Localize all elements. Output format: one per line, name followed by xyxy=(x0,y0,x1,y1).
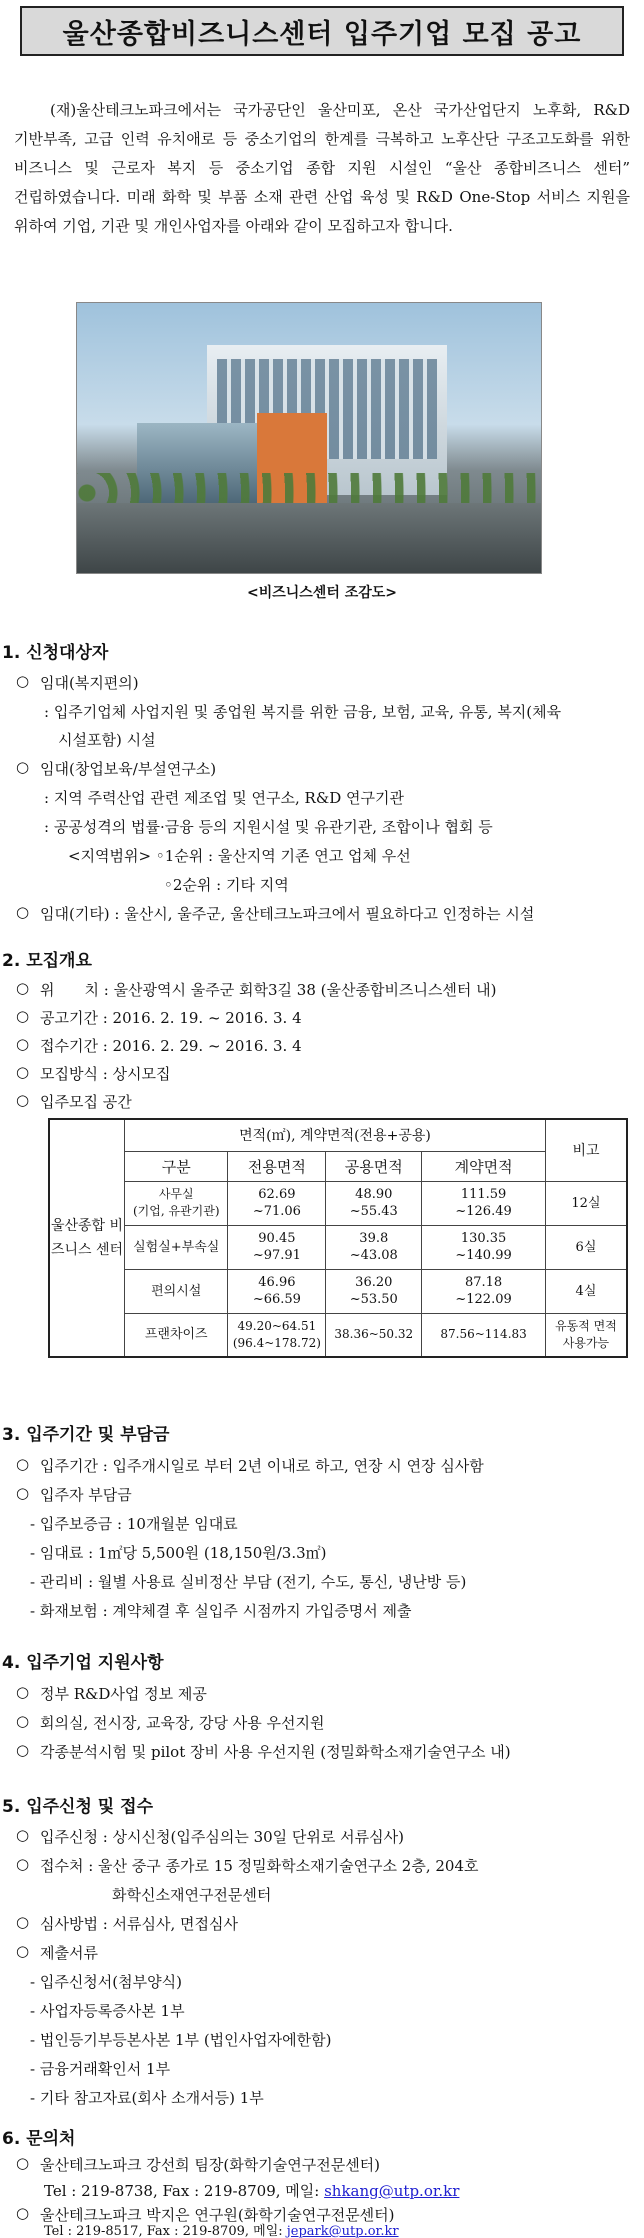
table-cell: 실험실+부속실 xyxy=(125,1225,228,1269)
bullet-icon: ○ xyxy=(16,1484,30,1502)
table-cell: 사무실 (기업, 유관기관) xyxy=(125,1181,228,1225)
bullet-icon: ○ xyxy=(16,1007,30,1025)
contact-2-name: 울산테크노파크 박지은 연구원(화학기술연구전문센터) xyxy=(40,2206,395,2224)
bullet-icon: ○ xyxy=(16,1741,30,1759)
table-row xyxy=(49,1181,627,1225)
contact-1-name: 울산테크노파크 강선희 팀장(화학기술연구전문센터) xyxy=(40,2156,381,2174)
contact-2-tel xyxy=(44,2220,399,2238)
table-col-header: 전용면적 xyxy=(228,1151,326,1181)
section-6-title: 6. 문의처 xyxy=(2,2129,76,2149)
table-col-header: 구분 xyxy=(125,1151,228,1181)
table-cell: 46.96 ~66.59 xyxy=(228,1269,326,1313)
bullet-icon: ○ xyxy=(16,979,30,997)
bullet-icon: ○ xyxy=(16,1942,30,1960)
table-row xyxy=(49,1225,627,1269)
section-4-title: 4. 입주기업 지원사항 xyxy=(2,1653,164,1673)
s3-deposit: - 입주보증금 : 10개월분 임대료 xyxy=(30,1515,238,1533)
bullet-icon: ○ xyxy=(16,672,30,690)
table-cell: 4실 xyxy=(545,1269,627,1313)
bullet-icon: ○ xyxy=(16,2154,30,2172)
s1-b-line1: : 지역 주력산업 관련 제조업 및 연구소, R&D 연구기관 xyxy=(44,789,404,807)
table-cell: 49.20~64.51 (96.4~178.72) xyxy=(228,1313,326,1357)
bullet-icon: ○ xyxy=(16,1913,30,1931)
s1-b-head: 임대(창업보육/부설연구소) xyxy=(40,760,217,778)
notice-title: 울산종합비즈니스센터 입주기업 모집 공고 xyxy=(20,6,624,56)
image-caption: <비즈니스센터 조감도> xyxy=(246,585,398,601)
s3-period: 입주기간 : 입주개시일로 부터 2년 이내로 하고, 연장 시 연장 심사함 xyxy=(40,1457,484,1475)
parking-ground xyxy=(77,503,542,574)
table-cell: 90.45 ~97.91 xyxy=(228,1225,326,1269)
section-1-title: 1. 신청대상자 xyxy=(2,643,109,663)
s5-doc: - 사업자등록증사본 1부 xyxy=(30,2002,185,2020)
bullet-icon: ○ xyxy=(16,1683,30,1701)
table-cell: 6실 xyxy=(545,1225,627,1269)
s1-a-line1: : 입주기업체 사업지원 및 종업원 복지를 위한 금융, 보험, 교육, 유통, 복지(체육 xyxy=(44,703,562,721)
contact-2-phone: Tel : 219-8517, Fax : 219-8709, 메일: xyxy=(44,2224,287,2238)
table-cell: 87.56~114.83 xyxy=(422,1313,546,1357)
s2-receipt-period: 접수기간 : 2016. 2. 29. ~ 2016. 3. 4 xyxy=(40,1037,302,1055)
business-center-rendering-image xyxy=(76,302,542,574)
bullet-icon: ○ xyxy=(16,2204,30,2222)
bullet-icon: ○ xyxy=(16,1712,30,1730)
s2-method: 모집방식 : 상시모집 xyxy=(40,1065,171,1083)
s2-space: 입주모집 공간 xyxy=(40,1093,132,1111)
s2-notice-period: 공고기간 : 2016. 2. 19. ~ 2016. 3. 4 xyxy=(40,1009,302,1027)
section-2-title: 2. 모집개요 xyxy=(2,951,92,971)
table-cell: 편의시설 xyxy=(125,1269,228,1313)
table-area-header: 면적(㎡), 계약면적(전용+공용) xyxy=(125,1119,546,1151)
bullet-icon: ○ xyxy=(16,1855,30,1873)
contact-1-tel xyxy=(44,2180,459,2201)
table-cell: 프랜차이즈 xyxy=(125,1313,228,1357)
intro-paragraph: (재)울산테크노파크에서는 국가공단인 울산미포, 온산 국가산업단지 노후화, R&D 기반부족, 고급 인력 유치애로 등 중소기업의 한계를 극복하고 노후산단 구조고도화를 위한 비즈니스 및 근로자 복지 등 중소기업 종합 지원 시설인 “울산 종합비즈니스 센터” 건립하였습니다. 미래 화학 및 부품 소재 관련 산업 육성 및 R&D One-Stop 서비스 지원을 위하여 기업, 기관 및 개인사업자를 아래와 같이 모집하고자 합니다. xyxy=(14,101,631,235)
table-note-header: 비고 xyxy=(545,1119,627,1181)
table-group-label: 울산종합 비즈니스 센터 xyxy=(49,1119,125,1357)
bullet-icon: ○ xyxy=(16,758,30,776)
bullet-icon: ○ xyxy=(16,1091,30,1109)
s2-location: 위 치 : 울산광역시 울주군 회학3길 38 (울산종합비즈니스센터 내) xyxy=(40,981,497,999)
contact-2-email-link[interactable]: jepark@utp.or.kr xyxy=(286,2224,399,2238)
s3-insurance: - 화재보험 : 계약체결 후 실입주 시점까지 가입증명서 제출 xyxy=(30,1602,412,1620)
table-row xyxy=(49,1269,627,1313)
s1-a-head: 임대(복지편의) xyxy=(40,674,139,692)
table-cell: 39.8 ~43.08 xyxy=(326,1225,422,1269)
s5-documents: 제출서류 xyxy=(40,1944,98,1962)
s1-b-line4: ◦2순위 : 기타 지역 xyxy=(164,876,289,894)
s1-c-line: 임대(기타) : 울산시, 울주군, 울산테크노파크에서 필요하다고 인정하는 시설 xyxy=(40,905,535,923)
contact-1-phone: Tel : 219-8738, Fax : 219-8709, 메일: xyxy=(44,2182,325,2200)
s5-receipt: 접수처 : 울산 중구 종가로 15 정밀화학소재기술연구소 2층, 204호 xyxy=(40,1857,479,1875)
s3-maintenance: - 관리비 : 월별 사용료 실비정산 부담 (전기, 수도, 통신, 냉난방 등) xyxy=(30,1573,467,1591)
s5-doc: - 입주신청서(첨부양식) xyxy=(30,1973,182,1991)
bullet-icon: ○ xyxy=(16,903,30,921)
table-cell: 38.36~50.32 xyxy=(326,1313,422,1357)
s4-item: 각종분석시험 및 pilot 장비 사용 우선지원 (정밀화학소재기술연구소 내) xyxy=(40,1743,511,1761)
bullet-icon: ○ xyxy=(16,1063,30,1081)
table-cell: 48.90 ~55.43 xyxy=(326,1181,422,1225)
s5-doc: - 기타 참고자료(회사 소개서등) 1부 xyxy=(30,2089,264,2107)
s3-rent: - 임대료 : 1㎡당 5,500원 (18,150원/3.3㎡) xyxy=(30,1544,327,1562)
s1-a-line2: 시설포함) 시설 xyxy=(58,731,156,749)
table-cell: 36.20 ~53.50 xyxy=(326,1269,422,1313)
table-cell: 유동적 면적 사용가능 xyxy=(545,1313,627,1357)
table-col-header: 공용면적 xyxy=(326,1151,422,1181)
s5-apply: 입주신청 : 상시신청(입주심의는 30일 단위로 서류심사) xyxy=(40,1828,404,1846)
table-cell: 12실 xyxy=(545,1181,627,1225)
bullet-icon: ○ xyxy=(16,1826,30,1844)
bullet-icon: ○ xyxy=(16,1035,30,1053)
table-cell: 87.18 ~122.09 xyxy=(422,1269,546,1313)
contact-1-email-link[interactable]: shkang@utp.or.kr xyxy=(324,2182,460,2200)
table-cell: 62.69 ~71.06 xyxy=(228,1181,326,1225)
s3-charges: 입주자 부담금 xyxy=(40,1486,132,1504)
s4-item: 회의실, 전시장, 교육장, 강당 사용 우선지원 xyxy=(40,1714,325,1732)
table-row xyxy=(49,1313,627,1357)
table-col-header: 계약면적 xyxy=(422,1151,546,1181)
space-table xyxy=(48,1118,628,1358)
s1-b-line2: : 공공성격의 법률·금융 등의 지원시설 및 유관기관, 조합이나 협회 등 xyxy=(44,818,493,836)
s5-doc: - 법인등기부등본사본 1부 (법인사업자에한함) xyxy=(30,2031,332,2049)
table-cell: 111.59 ~126.49 xyxy=(422,1181,546,1225)
section-5-title: 5. 입주신청 및 접수 xyxy=(2,1797,153,1817)
s4-item: 정부 R&D사업 정보 제공 xyxy=(40,1685,207,1703)
s5-doc: - 금융거래확인서 1부 xyxy=(30,2060,171,2078)
table-cell: 130.35 ~140.99 xyxy=(422,1225,546,1269)
s5-review: 심사방법 : 서류심사, 면접심사 xyxy=(40,1915,239,1933)
section-3-title: 3. 입주기간 및 부담금 xyxy=(2,1425,170,1445)
s1-b-line3: <지역범위> ◦1순위 : 울산지역 기존 연고 업체 우선 xyxy=(68,847,411,865)
bullet-icon: ○ xyxy=(16,1455,30,1473)
s5-receipt-2: 화학신소재연구전문센터 xyxy=(112,1886,272,1904)
